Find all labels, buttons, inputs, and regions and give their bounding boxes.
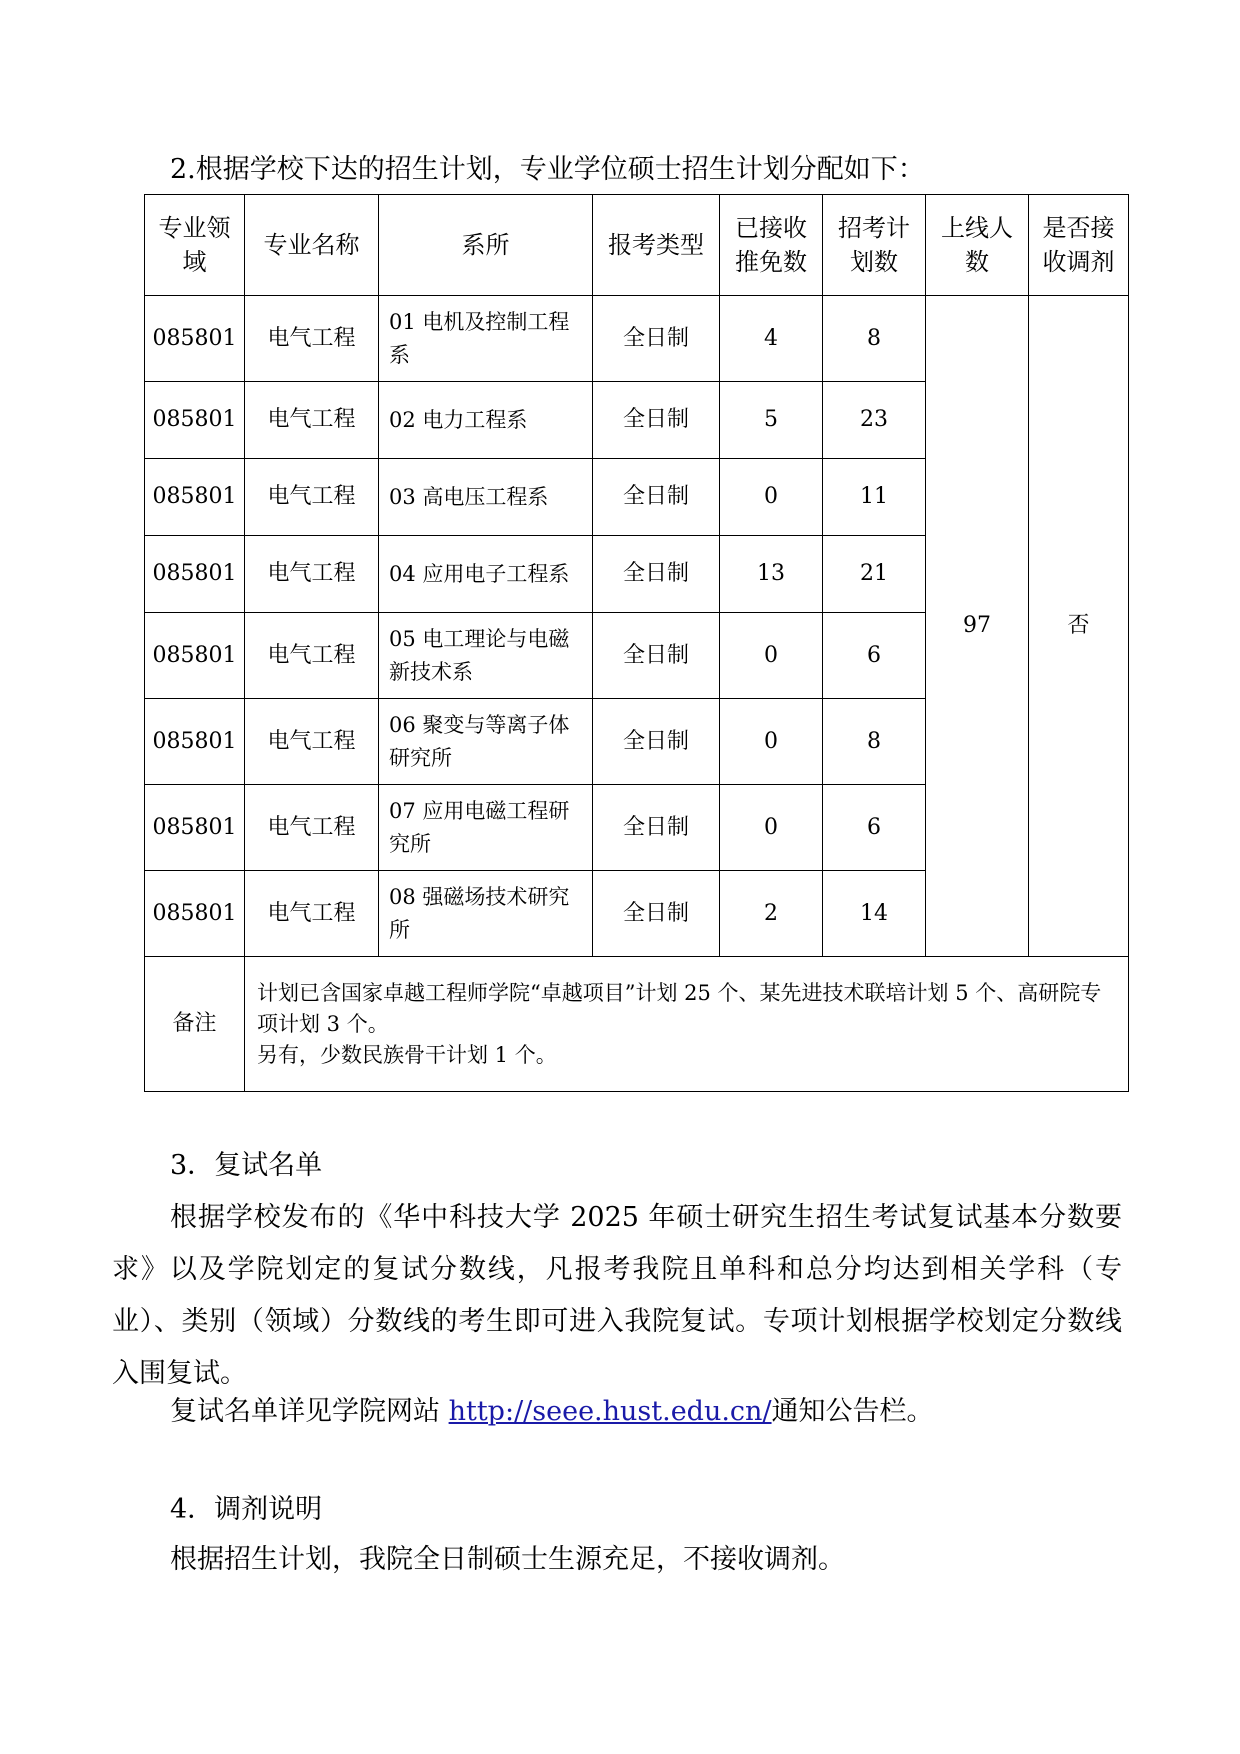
cell-type: 全日制 bbox=[593, 785, 720, 871]
cell-major: 电气工程 bbox=[245, 296, 379, 382]
cell-plan: 11 bbox=[823, 459, 926, 536]
cell-plan: 23 bbox=[823, 382, 926, 459]
header-plan: 招考计划数 bbox=[823, 195, 926, 296]
cell-plan: 8 bbox=[823, 296, 926, 382]
cell-plan: 6 bbox=[823, 613, 926, 699]
section4-heading: 4．调剂说明 bbox=[170, 1494, 323, 1525]
cell-code: 085801 bbox=[145, 785, 245, 871]
cell-recommended: 0 bbox=[720, 459, 823, 536]
cell-code: 085801 bbox=[145, 871, 245, 957]
header-recommended: 已接收推免数 bbox=[720, 195, 823, 296]
header-exam-type: 报考类型 bbox=[593, 195, 720, 296]
cell-code: 085801 bbox=[145, 382, 245, 459]
cell-accept-transfer: 否 bbox=[1029, 296, 1129, 957]
cell-plan: 14 bbox=[823, 871, 926, 957]
cell-major: 电气工程 bbox=[245, 382, 379, 459]
remark-line-1: 计划已含国家卓越工程师学院“卓越项目”计划 25 个、某先进技术联培计划 5 个、高研院专项计划 3 个。 bbox=[257, 980, 1102, 1036]
interview-list-suffix: 通知公告栏。 bbox=[771, 1396, 934, 1427]
remark-label: 备注 bbox=[145, 957, 245, 1092]
cell-dept: 03 高电压工程系 bbox=[379, 459, 593, 536]
cell-type: 全日制 bbox=[593, 536, 720, 613]
cell-dept: 02 电力工程系 bbox=[379, 382, 593, 459]
cell-plan: 6 bbox=[823, 785, 926, 871]
section4-paragraph: 根据招生计划，我院全日制硕士生源充足，不接收调剂。 bbox=[170, 1544, 845, 1575]
cell-recommended: 0 bbox=[720, 785, 823, 871]
section3-paragraph: 根据学校发布的《华中科技大学 2025 年硕士研究生招生考试复试基本分数要求》以及学院划定的复试分数线，凡报考我院且单科和总分均达到相关学科（专业）、类别（领域）分数线的考生即可进入我院复试。专项计划根据学校划定分数线入围复试。 bbox=[112, 1202, 1122, 1389]
cell-dept: 05 电工理论与电磁新技术系 bbox=[379, 613, 593, 699]
header-cutoff-count: 上线人数 bbox=[926, 195, 1029, 296]
cell-code: 085801 bbox=[145, 459, 245, 536]
cell-major: 电气工程 bbox=[245, 699, 379, 785]
section3-heading: 3．复试名单 bbox=[170, 1150, 323, 1181]
cell-recommended: 4 bbox=[720, 296, 823, 382]
cell-major: 电气工程 bbox=[245, 871, 379, 957]
cell-plan: 8 bbox=[823, 699, 926, 785]
cell-major: 电气工程 bbox=[245, 536, 379, 613]
cell-dept: 08 强磁场技术研究所 bbox=[379, 871, 593, 957]
cell-code: 085801 bbox=[145, 296, 245, 382]
header-major-name: 专业名称 bbox=[245, 195, 379, 296]
intro-text: 2.根据学校下达的招生计划，专业学位硕士招生计划分配如下： bbox=[170, 154, 925, 185]
cell-dept: 07 应用电磁工程研究所 bbox=[379, 785, 593, 871]
cell-type: 全日制 bbox=[593, 382, 720, 459]
cell-major: 电气工程 bbox=[245, 459, 379, 536]
table-row bbox=[145, 296, 1129, 382]
enrollment-plan-table bbox=[144, 194, 1129, 1092]
cell-plan: 21 bbox=[823, 536, 926, 613]
cell-code: 085801 bbox=[145, 699, 245, 785]
cell-code: 085801 bbox=[145, 536, 245, 613]
remark-row bbox=[145, 957, 1129, 1092]
cell-recommended: 2 bbox=[720, 871, 823, 957]
cell-major: 电气工程 bbox=[245, 613, 379, 699]
cell-code: 085801 bbox=[145, 613, 245, 699]
cell-dept: 06 聚变与等离子体研究所 bbox=[379, 699, 593, 785]
cell-dept: 04 应用电子工程系 bbox=[379, 536, 593, 613]
cell-dept: 01 电机及控制工程系 bbox=[379, 296, 593, 382]
cell-major: 电气工程 bbox=[245, 785, 379, 871]
cell-type: 全日制 bbox=[593, 459, 720, 536]
cell-recommended: 0 bbox=[720, 613, 823, 699]
cell-type: 全日制 bbox=[593, 296, 720, 382]
header-accept-transfer: 是否接收调剂 bbox=[1029, 195, 1129, 296]
cell-type: 全日制 bbox=[593, 699, 720, 785]
cell-recommended: 0 bbox=[720, 699, 823, 785]
remark-line-2: 另有，少数民族骨干计划 1 个。 bbox=[257, 1042, 557, 1067]
cell-recommended: 13 bbox=[720, 536, 823, 613]
cell-cutoff-count: 97 bbox=[926, 296, 1029, 957]
college-website-link[interactable]: http://seee.hust.edu.cn/ bbox=[448, 1396, 772, 1427]
cell-recommended: 5 bbox=[720, 382, 823, 459]
header-field-code: 专业领域 bbox=[145, 195, 245, 296]
table-header-row bbox=[145, 195, 1129, 296]
cell-type: 全日制 bbox=[593, 613, 720, 699]
interview-list-prefix: 复试名单详见学院网站 bbox=[170, 1396, 449, 1427]
header-department: 系所 bbox=[379, 195, 593, 296]
cell-type: 全日制 bbox=[593, 871, 720, 957]
interview-list-line bbox=[170, 1392, 934, 1432]
remark-body bbox=[245, 957, 1129, 1092]
